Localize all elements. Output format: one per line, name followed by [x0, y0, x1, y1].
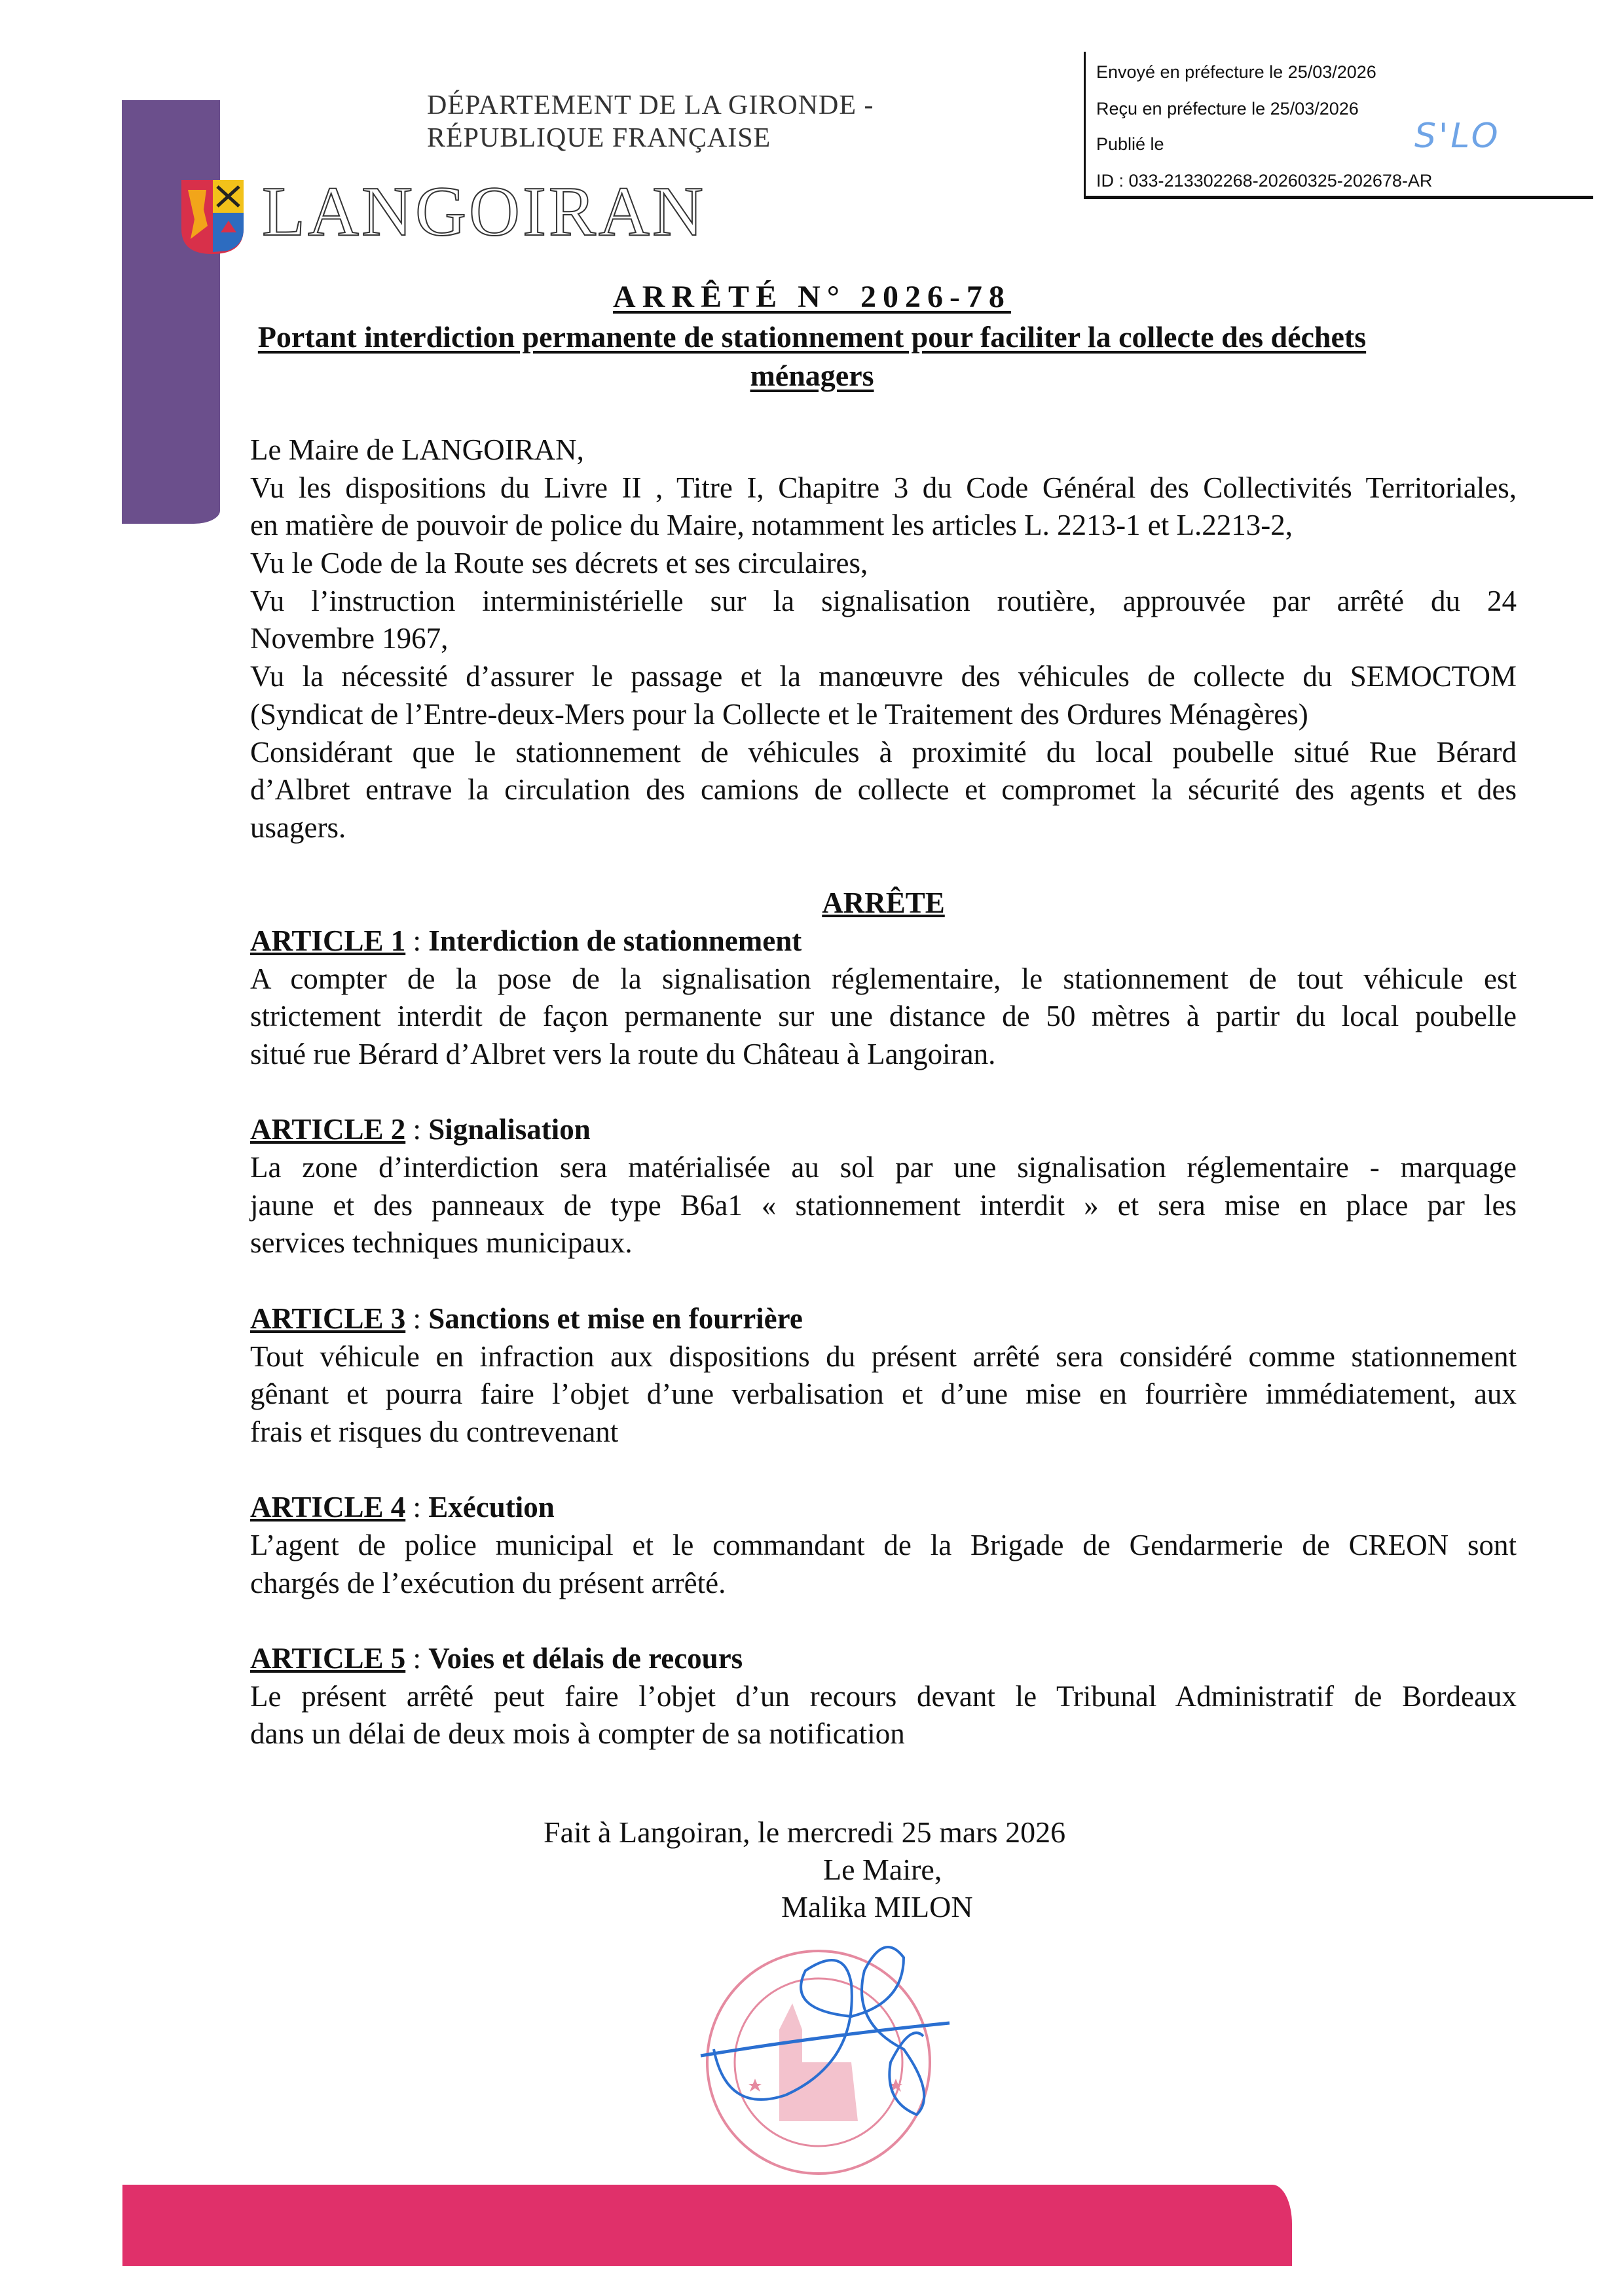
town-name: LANGOIRAN	[262, 173, 706, 251]
article-title: Signalisation	[428, 1113, 591, 1146]
town-hall-seal	[688, 1931, 963, 2193]
text-line: frais et risques du contrevenant	[250, 1415, 619, 1448]
text-line: Novembre 1967,	[250, 622, 449, 655]
place-and-date: Fait à Langoiran, le mercredi 25 mars 2026	[544, 1815, 1066, 1849]
article-number: ARTICLE 5	[250, 1642, 406, 1675]
text-line: Vu l’instruction interministérielle sur la signalisation routière, approuvée par arrêté du 24	[250, 584, 1517, 617]
coat-of-arms-logo	[181, 180, 244, 254]
article-title: Sanctions et mise en fourrière	[428, 1302, 803, 1335]
text-line: Le présent arrêté peut faire l’objet d’un recours devant le Tribunal Administratif de Bordeaux	[250, 1679, 1517, 1713]
signatory-role: Le Maire,	[823, 1853, 942, 1886]
text-line: chargés de l’exécution du présent arrêté.	[250, 1566, 726, 1599]
article-title: Voies et délais de recours	[428, 1642, 743, 1675]
text-line: strictement interdit de façon permanente sur une distance de 50 mètres à partir du local poubelle	[250, 1000, 1517, 1033]
text-line: A compter de la pose de la signalisation réglementaire, le stationnement de tout véhicule est	[250, 962, 1517, 995]
stamp-id: ID : 033-213302268-20260325-202678-AR	[1096, 171, 1433, 191]
text-line: gênant et pourra faire l’objet d’une verbalisation et d’une mise en fourrière immédiatement, aux	[250, 1377, 1517, 1411]
article-heading	[250, 1640, 1517, 1678]
handwritten-initials: S'LO	[1414, 117, 1501, 156]
text-line: services techniques municipaux.	[250, 1226, 633, 1260]
text-line: situé rue Bérard d’Albret vers la route du Château à Langoiran.	[250, 1038, 996, 1070]
article-number: ARTICLE 1	[250, 924, 406, 957]
article-number: ARTICLE 2	[250, 1113, 406, 1146]
article-heading	[250, 1489, 1517, 1527]
text-line: La zone d’interdiction sera matérialisée au sol par une signalisation réglementaire - marquage	[250, 1151, 1517, 1184]
text-line: L’agent de police municipal et le commandant de la Brigade de Gendarmerie de CREON sont	[250, 1528, 1517, 1561]
decree-number: ARRÊTÉ N° 2026-78	[613, 280, 1011, 314]
text-line: d’Albret entrave la circulation des camions de collecte et compromet la sécurité des agents et des	[250, 773, 1517, 807]
article-heading	[250, 1111, 1517, 1149]
text-line: Vu le Code de la Route ses décrets et ses circulaires,	[250, 547, 868, 580]
spacer	[250, 847, 1517, 885]
text-line: Vu la nécessité d’assurer le passage et la manœuvre des véhicules de collecte du SEMOCTOM	[250, 660, 1517, 693]
text-line: Considérant que le stationnement de véhicules à proximité du local poubelle situé Rue Bérard	[250, 735, 1517, 769]
text-line: dans un délai de deux mois à compter de sa notification	[250, 1717, 905, 1751]
article-separator: :	[405, 924, 429, 957]
article-number: ARTICLE 4	[250, 1491, 406, 1524]
text-line: jaune et des panneaux de type B6a1 « stationnement interdit » et sera mise en place par les	[250, 1188, 1517, 1222]
prefecture-stamp	[1084, 52, 1593, 199]
text-line: Le Maire de LANGOIRAN,	[250, 433, 584, 466]
text-line: Vu les dispositions du Livre II , Titre I, Chapitre 3 du Code Général des Collectivités Territoriales,	[250, 471, 1517, 504]
decree-subtitle-cont: ménagers	[750, 359, 874, 392]
spacer	[250, 1262, 1517, 1300]
article-heading	[250, 922, 1517, 960]
text-line: Tout véhicule en infraction aux dispositions du présent arrêté sera considéré comme stationnement	[250, 1339, 1517, 1373]
decree-body	[250, 431, 1517, 1753]
department-header: DÉPARTEMENT DE LA GIRONDE - RÉPUBLIQUE FRANÇAISE	[427, 90, 874, 153]
spacer	[250, 1451, 1517, 1489]
article-number: ARTICLE 3	[250, 1302, 406, 1335]
article-separator: :	[405, 1491, 429, 1524]
text-line: (Syndicat de l’Entre-deux-Mers pour la Collecte et le Traitement des Ordures Ménagères)	[250, 697, 1308, 731]
text-line: usagers.	[250, 811, 346, 844]
signatory-name: Malika MILON	[781, 1890, 973, 1923]
stamp-published: Publié le	[1096, 134, 1164, 154]
decree-subtitle: Portant interdiction permanente de stationnement pour faciliter la collecte des déchets	[257, 320, 1367, 354]
article-separator: :	[405, 1302, 429, 1335]
article-heading	[250, 1300, 1517, 1338]
article-title: Exécution	[428, 1491, 555, 1524]
article-separator: :	[405, 1113, 429, 1146]
decision-heading: ARRÊTE	[822, 886, 945, 920]
article-title: Interdiction de stationnement	[428, 924, 802, 957]
article-separator: :	[405, 1642, 429, 1675]
stamp-received: Reçu en préfecture le 25/03/2026	[1096, 99, 1359, 118]
text-line: en matière de pouvoir de police du Maire, notamment les articles L. 2213-1 et L.2213-2,	[250, 509, 1293, 542]
stamp-sent: Envoyé en préfecture le 25/03/2026	[1096, 62, 1376, 82]
decorative-pink-bar	[122, 2185, 1292, 2266]
spacer	[250, 1602, 1517, 1640]
spacer	[250, 1074, 1517, 1112]
